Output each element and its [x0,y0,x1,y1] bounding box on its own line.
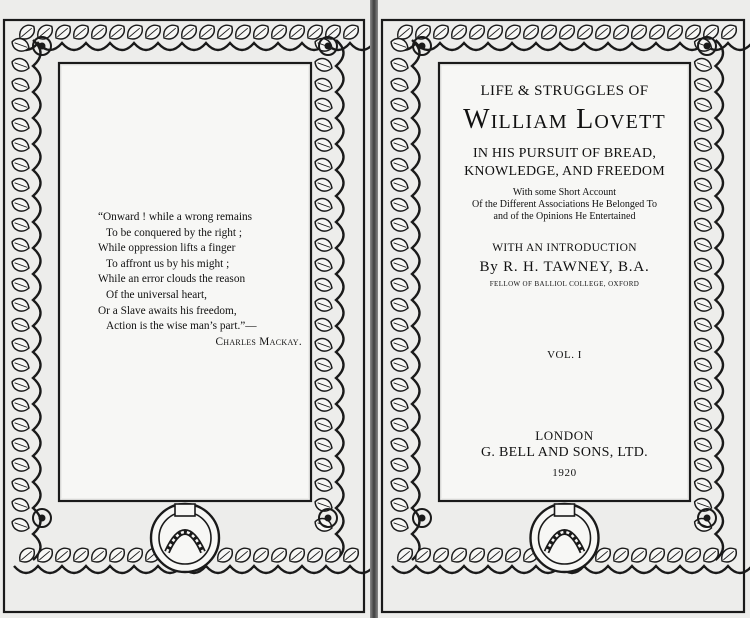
poem-line: To be conquered by the right ; [106,226,242,239]
poem-line: Or a Slave awaits his freedom, [98,304,237,317]
book-title-name: William Lovett [463,104,666,135]
account-line: With some Short Account [512,187,617,198]
poem-line: To affront us by his might ; [106,257,230,270]
publication-year: 1920 [552,467,577,479]
publisher-name: G. BELL AND SONS, LTD. [481,445,648,460]
author-affiliation: FELLOW OF BALLIOL COLLEGE, OXFORD [489,280,640,288]
left-text-panel [62,66,308,498]
subtitle-line: KNOWLEDGE, AND FREEDOM [464,164,665,179]
introduction-author: By R. H. TAWNEY, B.A. [479,259,650,275]
poem-line: While an error clouds the reason [98,273,246,286]
poem-line: While oppression lifts a finger [98,242,236,255]
title-page-panel [442,66,687,498]
right-page [378,0,750,618]
account-line: Of the Different Associations He Belonged To [471,199,657,210]
publisher-city: LONDON [535,428,594,443]
poem-line: Of the universal heart, [106,288,208,301]
poem-line: “Onward ! while a wrong remains [98,211,253,223]
book-gutter [370,0,378,618]
account-line: and of the Opinions He Entertained [493,211,636,222]
subtitle-line: IN HIS PURSUIT OF BREAD, [472,146,657,161]
epigraph-poem [98,210,308,350]
left-page [0,0,370,618]
introduction-label: WITH AN INTRODUCTION [492,242,637,254]
volume-number: VOL. I [547,349,582,361]
title-line: LIFE & STRUGGLES OF [480,83,649,99]
poem-author: Charles Mackay. [215,335,302,348]
poem-line: Action is the wise man’s part.”— [106,320,257,333]
